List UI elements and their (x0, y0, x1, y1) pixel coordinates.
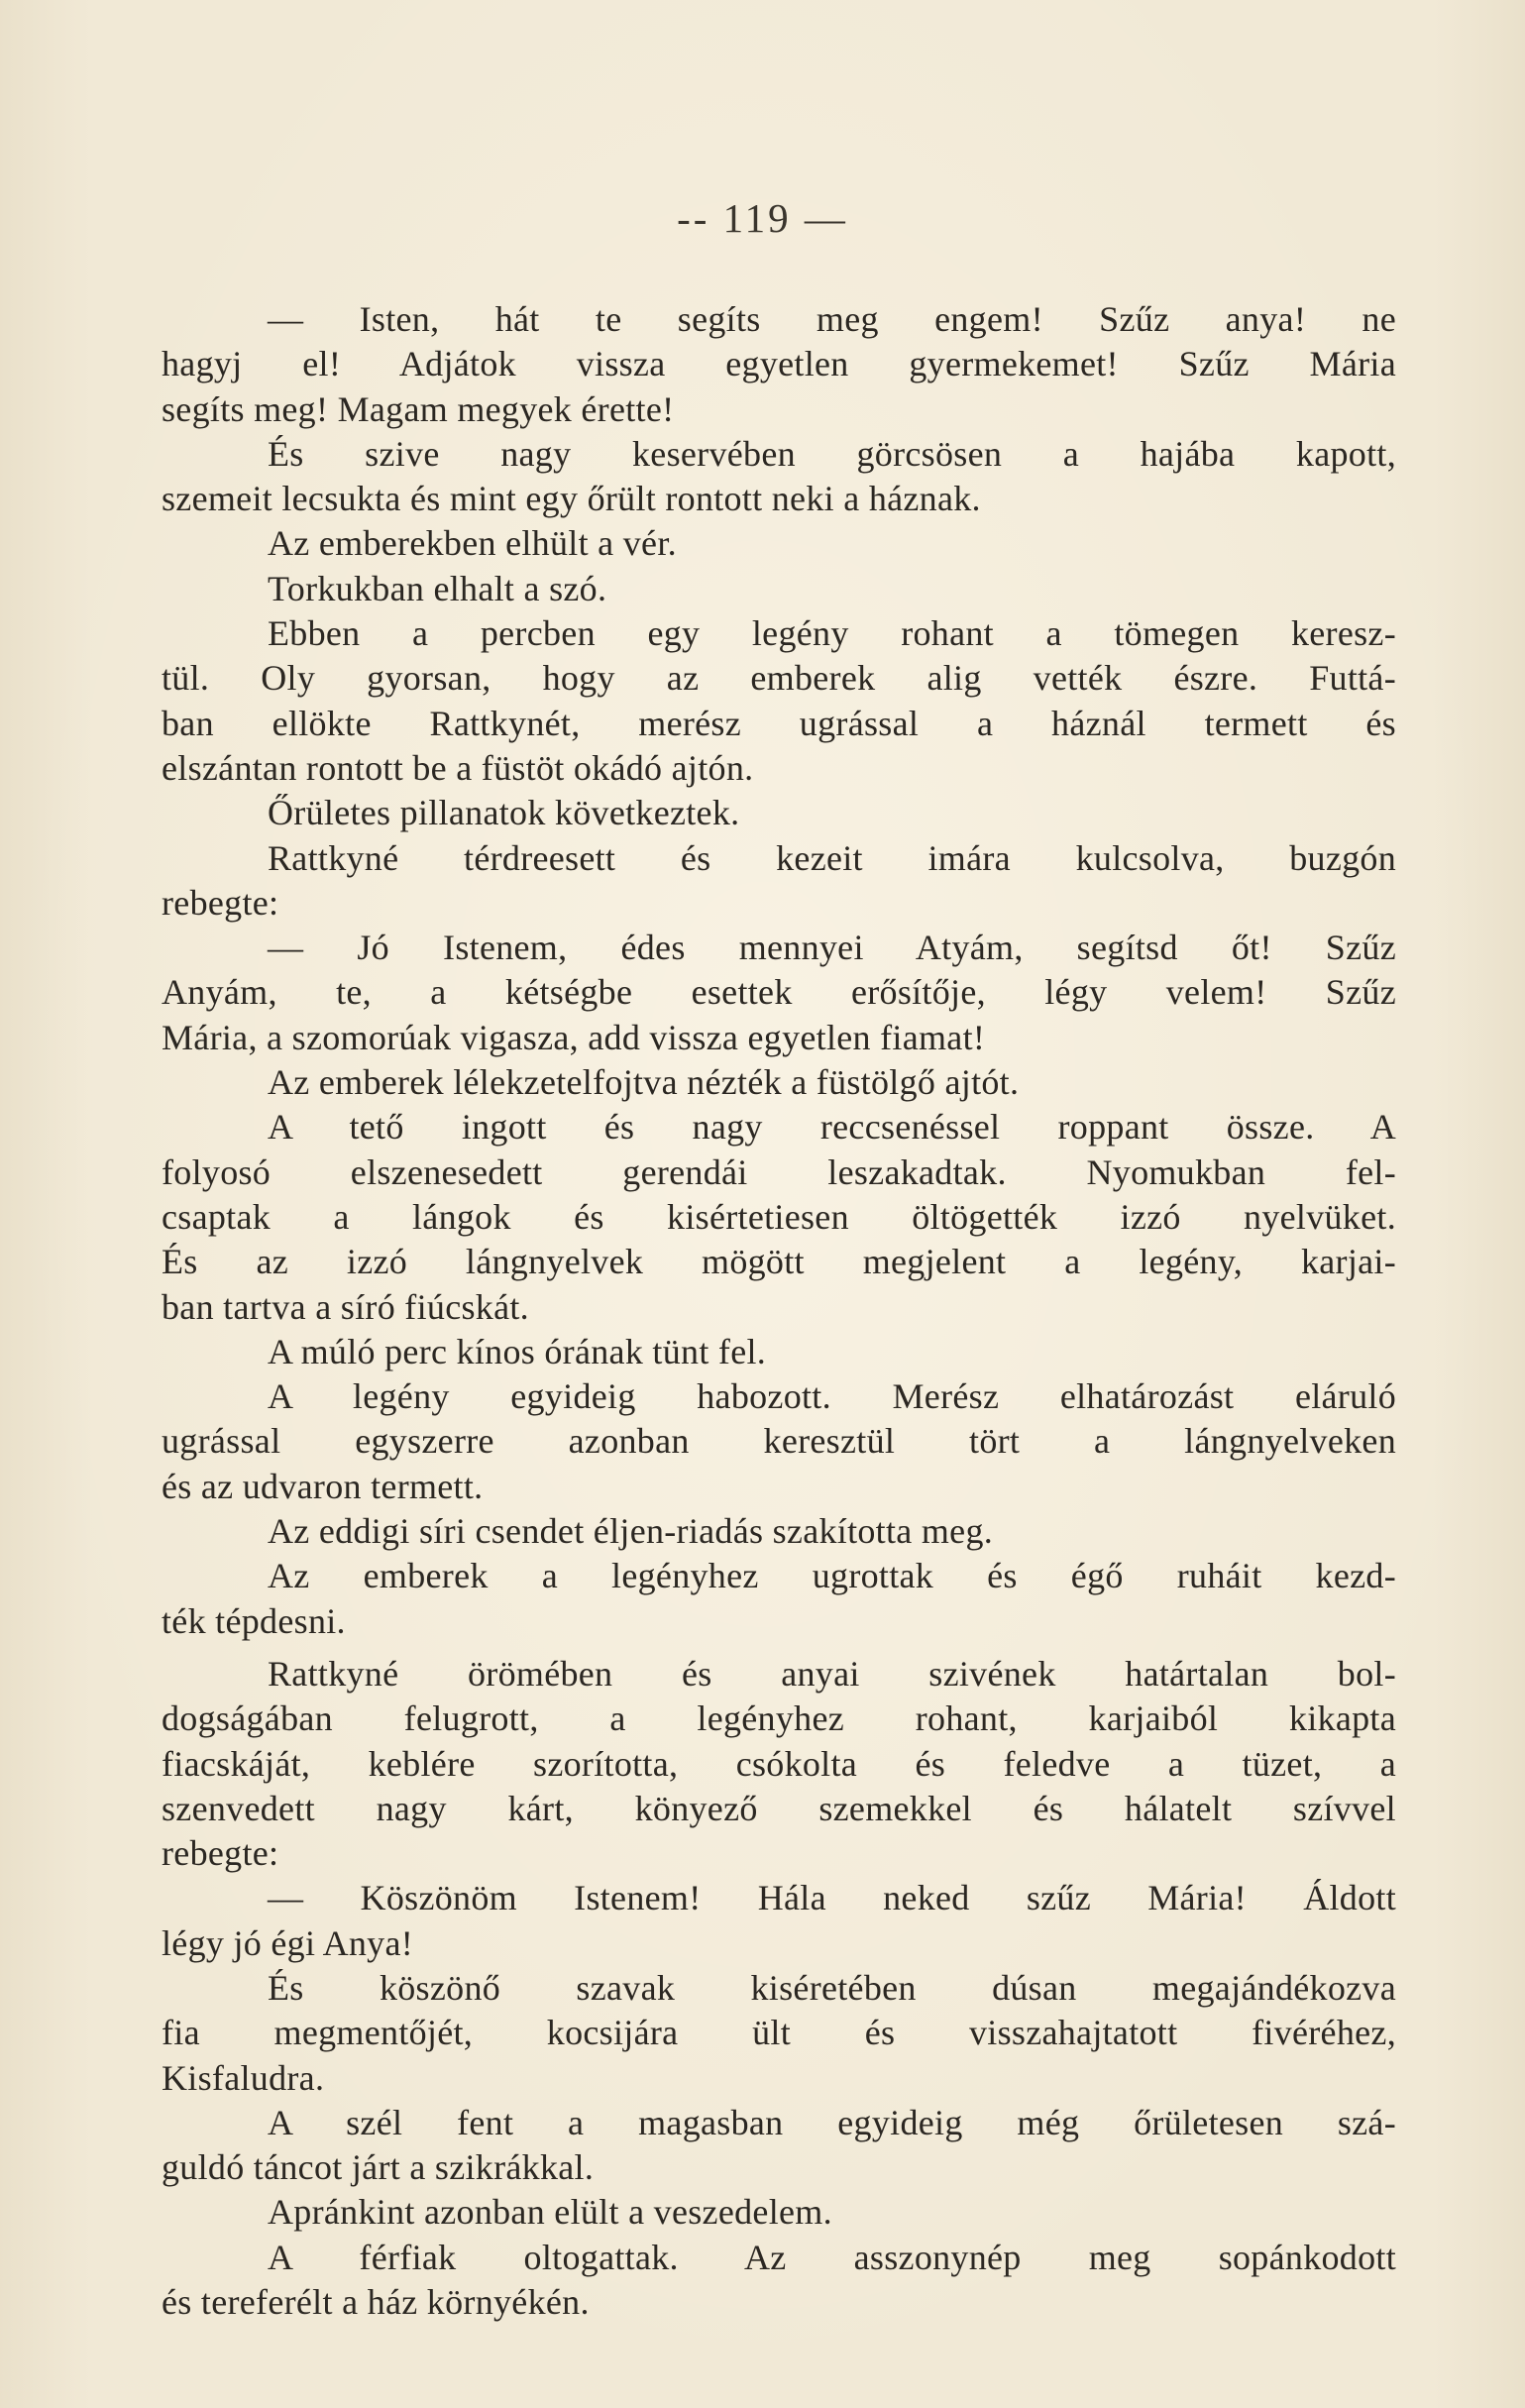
text-line: — Jó Istenem, édes mennyei Atyám, segítsd őt! Szűz (268, 928, 1396, 968)
text-line: segíts meg! Magam megyek érette! (162, 388, 675, 429)
text-line: A múló perc kínos órának tünt fel. (268, 1331, 767, 1371)
text-line: Mária, a szomorúak vigasza, add vissza egyetlen fiamat! (162, 1017, 986, 1057)
text-line: Rattkyné térdreesett és kezeit imára kulcsolva, buzgón (268, 837, 1396, 878)
text-line: A szél fent a magasban egyideig még őrületesen szá- (268, 2102, 1396, 2142)
text-line: csaptak a lángok és kisértetiesen öltögették izzó nyelvüket. (162, 1196, 1396, 1237)
text-line: A férfiak oltogattak. Az asszonynép meg sopánkodott (268, 2237, 1396, 2277)
text-line: Az emberek lélekzetelfojtva nézték a füstölgő ajtót. (268, 1062, 1020, 1103)
text-line: dogságában felugrott, a legényhez rohant, karjaiból kikapta (162, 1698, 1396, 1739)
text-line: rebegte: (162, 882, 279, 923)
text-line: elszántan rontott be a füstöt okádó ajtón. (162, 747, 754, 788)
text-line: És köszönő szavak kiséretében dúsan megajándékozva (268, 1967, 1396, 2008)
text-line: Őrületes pillanatok következtek. (268, 793, 740, 833)
text-line: szenvedett nagy kárt, könyező szemekkel és hálatelt szívvel (162, 1788, 1396, 1828)
text-line: tül. Oly gyorsan, hogy az emberek alig vették észre. Futtá- (162, 658, 1396, 699)
text-line: és az udvaron termett. (162, 1466, 484, 1506)
text-line: Az eddigi síri csendet éljen-riadás szakította meg. (268, 1511, 994, 1552)
text-line: Az emberek a legényhez ugrottak és égő ruháit kezd- (268, 1556, 1396, 1596)
text-line: Rattkyné örömében és anyai szivének határtalan bol- (268, 1653, 1396, 1694)
text-line: rebegte: (162, 1833, 279, 1874)
text-line: Apránkint azonban elült a veszedelem. (268, 2192, 832, 2233)
text-line: Torkukban elhalt a szó. (268, 568, 607, 608)
text-line: — Isten, hát te segíts meg engem! Szűz anya! ne (268, 299, 1396, 339)
text-line: légy jó égi Anya! (162, 1922, 414, 1963)
text-line: — Köszönöm Istenem! Hála neked szűz Mária! Áldott (268, 1878, 1396, 1918)
text-line: És az izzó lángnyelvek mögött megjelent a legény, karjai- (162, 1242, 1396, 1282)
text-line: Ebben a percben egy legény rohant a tömegen keresz- (268, 613, 1396, 654)
text-line: ték tépdesni. (162, 1600, 346, 1641)
paragraph-gap (162, 1644, 1396, 1652)
text-line: fia megmentőjét, kocsijára ült és visszahajtatott fivéréhez, (162, 2013, 1396, 2053)
text-line: A legény egyideig habozott. Merész elhatározást eláruló (268, 1376, 1396, 1417)
text-line: szemeit lecsukta és mint egy őrült rontott neki a háznak. (162, 479, 981, 519)
text-line: Az emberekben elhült a vér. (268, 523, 677, 564)
text-line: guldó táncot járt a szikrákkal. (162, 2147, 595, 2188)
text-line: hagyj el! Adjátok vissza egyetlen gyermekemet! Szűz Mária (162, 344, 1396, 384)
text-line: A tető ingott és nagy reccsenéssel roppant össze. A (268, 1107, 1396, 1148)
text-line: ugrással egyszerre azonban keresztül tört a lángnyelveken (162, 1421, 1396, 1462)
text-line: Kisfaludra. (162, 2057, 325, 2098)
text-line: Anyám, te, a kétségbe esettek erősítője, légy velem! Szűz (162, 972, 1396, 1013)
text-line: ban ellökte Rattkynét, merész ugrással a háznál termett és (162, 703, 1396, 743)
text-line: fiacskáját, keblére szorította, csókolta és feledve a tüzet, a (162, 1743, 1396, 1784)
text-line: És szive nagy keservében görcsösen a hajába kapott, (268, 433, 1396, 474)
text-line: ban tartva a síró fiúcskát. (162, 1286, 529, 1327)
body-text (162, 297, 1396, 2325)
text-line: folyosó elszenesedett gerendái leszakadtak. Nyomukban fel- (162, 1151, 1396, 1192)
text-line: és tereferélt a ház környékén. (162, 2282, 590, 2323)
page-number: -- 119 — (677, 195, 848, 241)
